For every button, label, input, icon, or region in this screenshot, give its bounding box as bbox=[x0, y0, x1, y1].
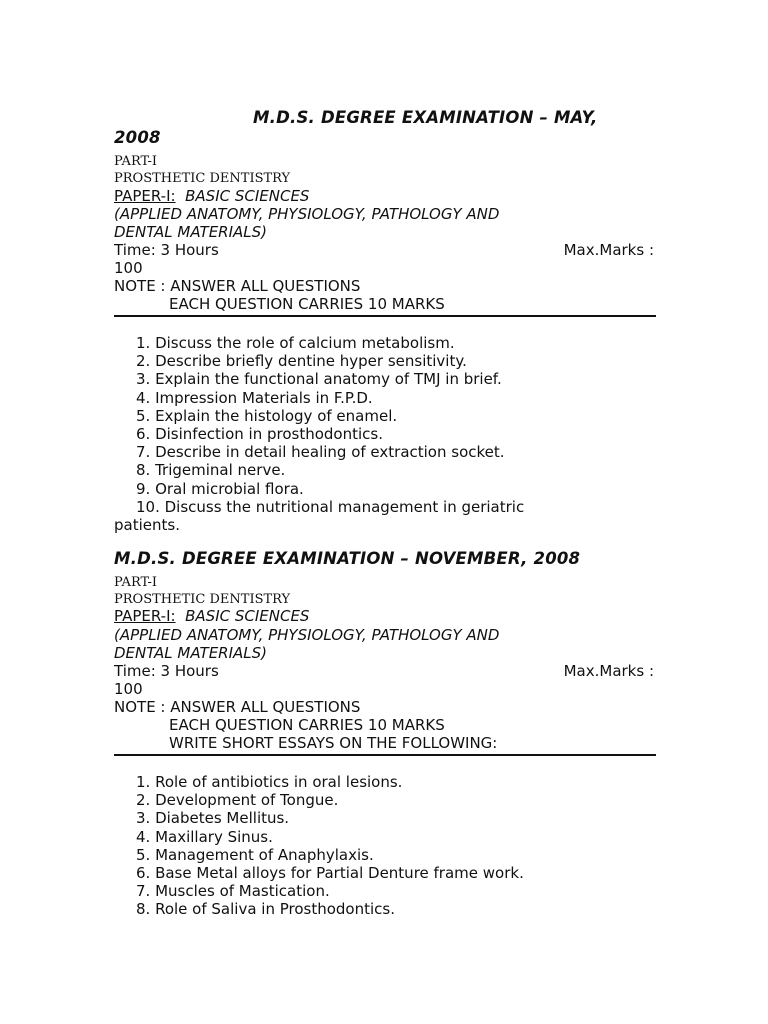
applied-line-2: DENTAL MATERIALS) bbox=[114, 644, 268, 662]
exam-title: M.D.S. DEGREE EXAMINATION – MAY, bbox=[253, 108, 598, 127]
list-item: 4. Impression Materials in F.P.D. bbox=[136, 388, 373, 407]
max-marks-label: Max.Marks : bbox=[563, 662, 654, 680]
list-item: 2. Development of Tongue. bbox=[136, 791, 339, 810]
note-line-2: EACH QUESTION CARRIES 10 MARKS bbox=[169, 295, 445, 313]
note-line-3: WRITE SHORT ESSAYS ON THE FOLLOWING: bbox=[169, 734, 498, 752]
list-item: 7. Muscles of Mastication. bbox=[136, 882, 330, 901]
divider bbox=[114, 754, 656, 756]
list-item: 3. Explain the functional anatomy of TMJ in brief. bbox=[136, 370, 502, 389]
list-item: 2. Describe briefly dentine hyper sensitivity. bbox=[136, 352, 467, 371]
paper-line bbox=[114, 187, 309, 205]
paper-name: BASIC SCIENCES bbox=[185, 187, 310, 205]
question-list bbox=[114, 334, 524, 534]
question-list bbox=[114, 773, 524, 919]
list-item: 3. Diabetes Mellitus. bbox=[136, 809, 290, 828]
list-item: 10. Discuss the nutritional management in geriatric bbox=[136, 497, 525, 516]
applied-line-2: DENTAL MATERIALS) bbox=[114, 223, 268, 241]
exam-title: M.D.S. DEGREE EXAMINATION – NOVEMBER, 2008 bbox=[114, 549, 581, 568]
list-item: 6. Disinfection in prosthodontics. bbox=[136, 425, 383, 444]
paper-label: PAPER-I: bbox=[114, 187, 176, 205]
time-marks-row bbox=[114, 662, 654, 680]
exam-title-year: 2008 bbox=[114, 128, 161, 147]
divider bbox=[114, 315, 656, 317]
list-item: 8. Role of Saliva in Prosthodontics. bbox=[136, 900, 395, 919]
applied-line-1: (APPLIED ANATOMY, PHYSIOLOGY, PATHOLOGY AND bbox=[114, 205, 500, 223]
note-line: NOTE : ANSWER ALL QUESTIONS bbox=[114, 277, 361, 295]
part-label: PART-I bbox=[114, 575, 158, 590]
list-item: 5. Management of Anaphylaxis. bbox=[136, 845, 374, 864]
list-item: 5. Explain the histology of enamel. bbox=[136, 406, 398, 425]
paper-name: BASIC SCIENCES bbox=[185, 607, 310, 625]
time-label: Time: 3 Hours bbox=[114, 662, 219, 680]
note-line-2: EACH QUESTION CARRIES 10 MARKS bbox=[169, 716, 445, 734]
max-marks-value: 100 bbox=[114, 680, 143, 698]
time-marks-row bbox=[114, 241, 654, 259]
subject-label: PROSTHETIC DENTISTRY bbox=[114, 592, 291, 607]
paper-line bbox=[114, 607, 309, 625]
list-item: 1. Discuss the role of calcium metabolism. bbox=[136, 334, 455, 352]
list-item: 9. Oral microbial flora. bbox=[136, 479, 304, 498]
applied-line-1: (APPLIED ANATOMY, PHYSIOLOGY, PATHOLOGY AND bbox=[114, 626, 500, 644]
list-item: 7. Describe in detail healing of extraction socket. bbox=[136, 443, 505, 462]
list-item: 4. Maxillary Sinus. bbox=[136, 827, 273, 846]
list-item: 6. Base Metal alloys for Partial Denture frame work. bbox=[136, 864, 524, 883]
list-item: 8. Trigeminal nerve. bbox=[136, 461, 286, 480]
list-item: 1. Role of antibiotics in oral lesions. bbox=[136, 773, 403, 791]
max-marks-value: 100 bbox=[114, 259, 143, 277]
part-label: PART-I bbox=[114, 154, 158, 169]
paper-label: PAPER-I: bbox=[114, 607, 176, 625]
list-item-continuation: patients. bbox=[114, 516, 180, 535]
note-line: NOTE : ANSWER ALL QUESTIONS bbox=[114, 698, 361, 716]
max-marks-label: Max.Marks : bbox=[563, 241, 654, 259]
subject-label: PROSTHETIC DENTISTRY bbox=[114, 171, 291, 186]
time-label: Time: 3 Hours bbox=[114, 241, 219, 259]
